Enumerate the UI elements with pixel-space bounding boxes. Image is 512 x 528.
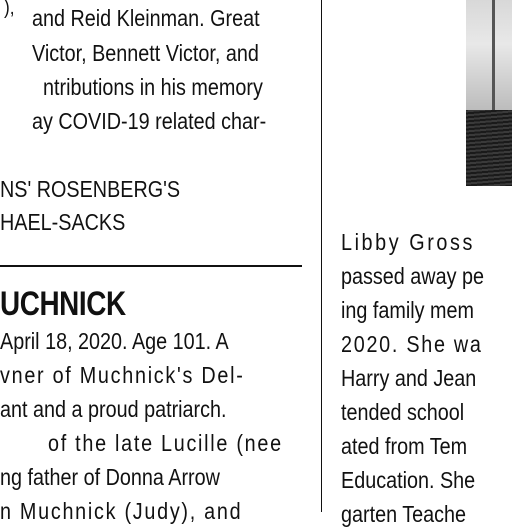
obit-text-line: ay COVID-19 related char-: [32, 108, 267, 134]
obit-text-line: 2020. She wa: [341, 331, 483, 357]
obit-text-line: Libby Gross: [341, 229, 475, 255]
obit-text-line: ),: [4, 0, 15, 19]
obit-text-line: April 18, 2020. Age 101. A: [0, 328, 229, 354]
obit-text-line: Victor, Bennett Victor, and: [32, 40, 259, 66]
obit-text-line: Harry and Jean: [341, 365, 477, 391]
obit-text-line: tended school: [341, 399, 465, 425]
obit-text-line: garten Teache: [341, 501, 467, 527]
column-divider: [321, 0, 322, 512]
funeral-home-line: NS' ROSENBERG'S: [0, 176, 181, 202]
obit-text-line: and Reid Kleinman. Great: [32, 5, 260, 31]
section-divider: [0, 265, 302, 267]
obit-text-line: ated from Tem: [341, 433, 468, 459]
obit-text-line: passed away pe: [341, 263, 484, 289]
obit-text-line: vner of Muchnick's Del-: [0, 362, 245, 388]
obit-text-line: n Muchnick (Judy), and: [0, 498, 243, 524]
obituary-heading: UCHNICK: [0, 285, 126, 323]
obit-text-line: ant and a proud patriarch.: [0, 396, 227, 422]
obit-text-line: ing family mem: [341, 297, 475, 323]
portrait-photo: [466, 0, 512, 186]
obit-text-line: Education. She: [341, 467, 476, 493]
obit-text-line: of the late Lucille (nee: [48, 430, 283, 456]
obit-text-line: ng father of Donna Arrow: [0, 464, 220, 490]
obit-text-line: ntributions in his memory: [43, 74, 263, 100]
funeral-home-line: HAEL-SACKS: [0, 209, 126, 235]
